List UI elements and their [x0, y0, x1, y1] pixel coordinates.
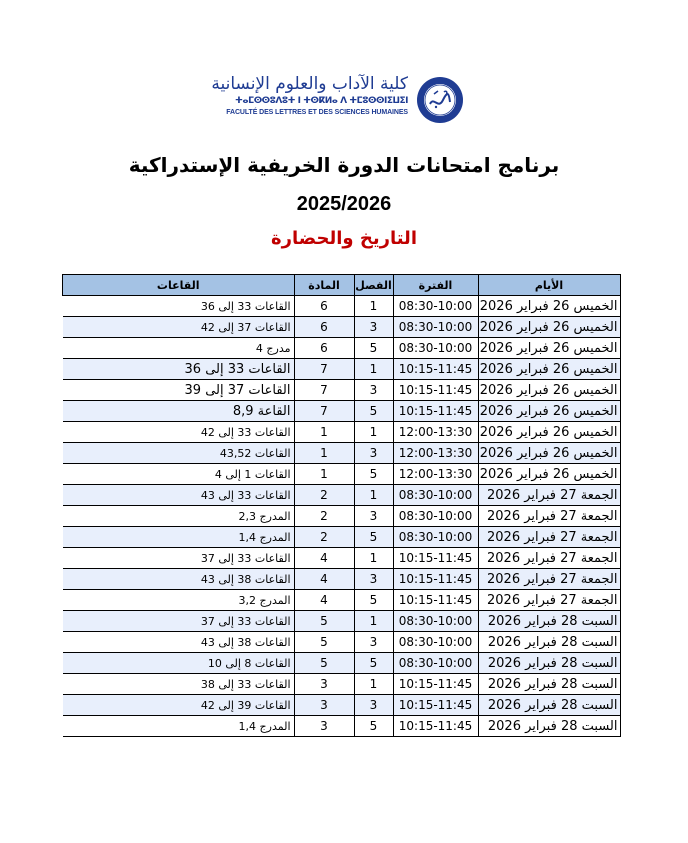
cell-rooms: القاعات 39 إلى 42 [63, 695, 295, 716]
cell-rooms: القاعات 37 إلى 39 [63, 380, 295, 401]
table-row [63, 590, 621, 611]
table-row [63, 611, 621, 632]
cell-period: 10:15-11:45 [393, 548, 478, 569]
cell-period: 08:30-10:00 [393, 338, 478, 359]
table-row [63, 569, 621, 590]
cell-semester: 5 [354, 716, 393, 737]
cell-rooms: المدرج 1,4 [63, 527, 295, 548]
cell-days: الخميس 26 فبراير 2026 [478, 317, 620, 338]
cell-rooms: القاعة 8,9 [63, 401, 295, 422]
cell-rooms: القاعات 37 إلى 42 [63, 317, 295, 338]
table-row [63, 317, 621, 338]
cell-rooms: القاعات 33 إلى 36 [63, 296, 295, 317]
cell-subject: 3 [294, 716, 354, 737]
cell-rooms: المدرج 1,4 [63, 716, 295, 737]
cell-rooms: القاعات 8 إلى 10 [63, 653, 295, 674]
cell-semester: 1 [354, 422, 393, 443]
cell-subject: 3 [294, 695, 354, 716]
cell-semester: 3 [354, 632, 393, 653]
table-row [63, 296, 621, 317]
cell-period: 08:30-10:00 [393, 485, 478, 506]
column-header-days: الأيام [478, 275, 620, 296]
cell-subject: 2 [294, 527, 354, 548]
table-row [63, 338, 621, 359]
cell-days: الخميس 26 فبراير 2026 [478, 296, 620, 317]
cell-period: 08:30-10:00 [393, 611, 478, 632]
cell-subject: 1 [294, 422, 354, 443]
cell-days: الجمعة 27 فبراير 2026 [478, 485, 620, 506]
table-row [63, 401, 621, 422]
table-row [63, 632, 621, 653]
table-row [63, 527, 621, 548]
cell-semester: 5 [354, 464, 393, 485]
cell-rooms: القاعات 1 إلى 4 [63, 464, 295, 485]
cell-period: 10:15-11:45 [393, 569, 478, 590]
cell-semester: 1 [354, 359, 393, 380]
table-row [63, 464, 621, 485]
cell-period: 10:15-11:45 [393, 359, 478, 380]
cell-subject: 3 [294, 674, 354, 695]
cell-rooms: المدرج 2,3 [63, 506, 295, 527]
table-row [63, 653, 621, 674]
cell-rooms: القاعات 33 إلى 42 [63, 422, 295, 443]
cell-days: الجمعة 27 فبراير 2026 [478, 569, 620, 590]
cell-semester: 5 [354, 590, 393, 611]
cell-period: 10:15-11:45 [393, 716, 478, 737]
cell-semester: 3 [354, 317, 393, 338]
cell-period: 10:15-11:45 [393, 380, 478, 401]
academic-year: 2025/2026 [296, 193, 392, 215]
column-header-period: الفترة [393, 275, 478, 296]
cell-semester: 5 [354, 527, 393, 548]
cell-subject: 4 [294, 590, 354, 611]
column-header-subject: المادة [294, 275, 354, 296]
cell-period: 08:30-10:00 [393, 527, 478, 548]
cell-subject: 1 [294, 464, 354, 485]
cell-rooms: القاعات 38 إلى 43 [63, 569, 295, 590]
faculty-logo [211, 72, 470, 128]
university-emblem-icon [416, 76, 464, 124]
table-row [63, 506, 621, 527]
cell-rooms: مدرج 4 [63, 338, 295, 359]
column-header-semester: الفصل [354, 275, 393, 296]
cell-rooms: القاعات 33 إلى 36 [63, 359, 295, 380]
cell-days: الخميس 26 فبراير 2026 [478, 401, 620, 422]
cell-semester: 5 [354, 653, 393, 674]
table-row [63, 716, 621, 737]
cell-period: 10:15-11:45 [393, 674, 478, 695]
logo-arabic-name: كلية الآداب والعلوم الإنسانية [211, 74, 408, 94]
cell-days: الخميس 26 فبراير 2026 [478, 338, 620, 359]
cell-subject: 5 [294, 611, 354, 632]
cell-rooms: القاعات 33 إلى 37 [63, 548, 295, 569]
cell-days: السبت 28 فبراير 2026 [478, 674, 620, 695]
cell-days: الخميس 26 فبراير 2026 [478, 359, 620, 380]
table-row [63, 548, 621, 569]
cell-semester: 3 [354, 380, 393, 401]
cell-subject: 5 [294, 632, 354, 653]
cell-subject: 1 [294, 443, 354, 464]
cell-period: 08:30-10:00 [393, 506, 478, 527]
cell-semester: 1 [354, 548, 393, 569]
cell-subject: 4 [294, 548, 354, 569]
table-row [63, 359, 621, 380]
cell-period: 10:15-11:45 [393, 590, 478, 611]
exam-schedule-table [62, 274, 621, 737]
cell-rooms: القاعات 33 إلى 38 [63, 674, 295, 695]
cell-days: الخميس 26 فبراير 2026 [478, 380, 620, 401]
table-row [63, 422, 621, 443]
cell-days: السبت 28 فبراير 2026 [478, 611, 620, 632]
cell-subject: 2 [294, 485, 354, 506]
cell-period: 12:00-13:30 [393, 464, 478, 485]
cell-semester: 3 [354, 569, 393, 590]
cell-period: 08:30-10:00 [393, 632, 478, 653]
cell-period: 10:15-11:45 [393, 695, 478, 716]
cell-semester: 1 [354, 611, 393, 632]
cell-period: 08:30-10:00 [393, 653, 478, 674]
cell-rooms: القاعات 33 إلى 43 [63, 485, 295, 506]
cell-days: السبت 28 فبراير 2026 [478, 695, 620, 716]
cell-rooms: المدرج 3,2 [63, 590, 295, 611]
table-body [63, 296, 621, 737]
cell-semester: 5 [354, 338, 393, 359]
cell-period: 10:15-11:45 [393, 401, 478, 422]
cell-subject: 5 [294, 653, 354, 674]
cell-period: 12:00-13:30 [393, 422, 478, 443]
cell-rooms: القاعات 43,52 [63, 443, 295, 464]
cell-semester: 3 [354, 443, 393, 464]
cell-semester: 5 [354, 401, 393, 422]
cell-subject: 6 [294, 296, 354, 317]
cell-semester: 3 [354, 695, 393, 716]
cell-days: السبت 28 فبراير 2026 [478, 653, 620, 674]
cell-semester: 1 [354, 485, 393, 506]
table-row [63, 674, 621, 695]
cell-rooms: القاعات 33 إلى 37 [63, 611, 295, 632]
cell-days: الجمعة 27 فبراير 2026 [478, 527, 620, 548]
table-row [63, 380, 621, 401]
cell-semester: 1 [354, 296, 393, 317]
cell-period: 08:30-10:00 [393, 296, 478, 317]
cell-semester: 3 [354, 506, 393, 527]
cell-days: الجمعة 27 فبراير 2026 [478, 506, 620, 527]
cell-subject: 6 [294, 338, 354, 359]
cell-days: الجمعة 27 فبراير 2026 [478, 590, 620, 611]
cell-subject: 7 [294, 401, 354, 422]
logo-tifinagh-name: ⵜⴰⵎⵙⵙⵓⴷⵓⵜ ⵏ ⵜⵙⴽⵍⴰ ⴷ ⵜⵎⵓⵙⵙⵏⵉⵡⵉⵏ [234, 96, 408, 106]
logo-french-name: FACULTÉ DES LETTRES ET DES SCIENCES HUMAINES [226, 109, 408, 116]
cell-semester: 1 [354, 674, 393, 695]
cell-days: السبت 28 فبراير 2026 [478, 632, 620, 653]
table-row [63, 485, 621, 506]
cell-subject: 7 [294, 359, 354, 380]
cell-days: الجمعة 27 فبراير 2026 [478, 548, 620, 569]
column-header-rooms: القاعات [63, 275, 295, 296]
page-title: برنامج امتحانات الدورة الخريفية الإستدراكية [128, 153, 560, 177]
cell-rooms: القاعات 38 إلى 43 [63, 632, 295, 653]
table-row [63, 695, 621, 716]
cell-subject: 4 [294, 569, 354, 590]
cell-subject: 7 [294, 380, 354, 401]
cell-days: الخميس 26 فبراير 2026 [478, 464, 620, 485]
cell-days: الخميس 26 فبراير 2026 [478, 422, 620, 443]
table-row [63, 443, 621, 464]
cell-days: الخميس 26 فبراير 2026 [478, 443, 620, 464]
cell-subject: 6 [294, 317, 354, 338]
cell-subject: 2 [294, 506, 354, 527]
table-header-row [63, 275, 621, 296]
cell-period: 08:30-10:00 [393, 317, 478, 338]
cell-days: السبت 28 فبراير 2026 [478, 716, 620, 737]
department-name: التاريخ والحضارة [271, 228, 417, 249]
cell-period: 12:00-13:30 [393, 443, 478, 464]
